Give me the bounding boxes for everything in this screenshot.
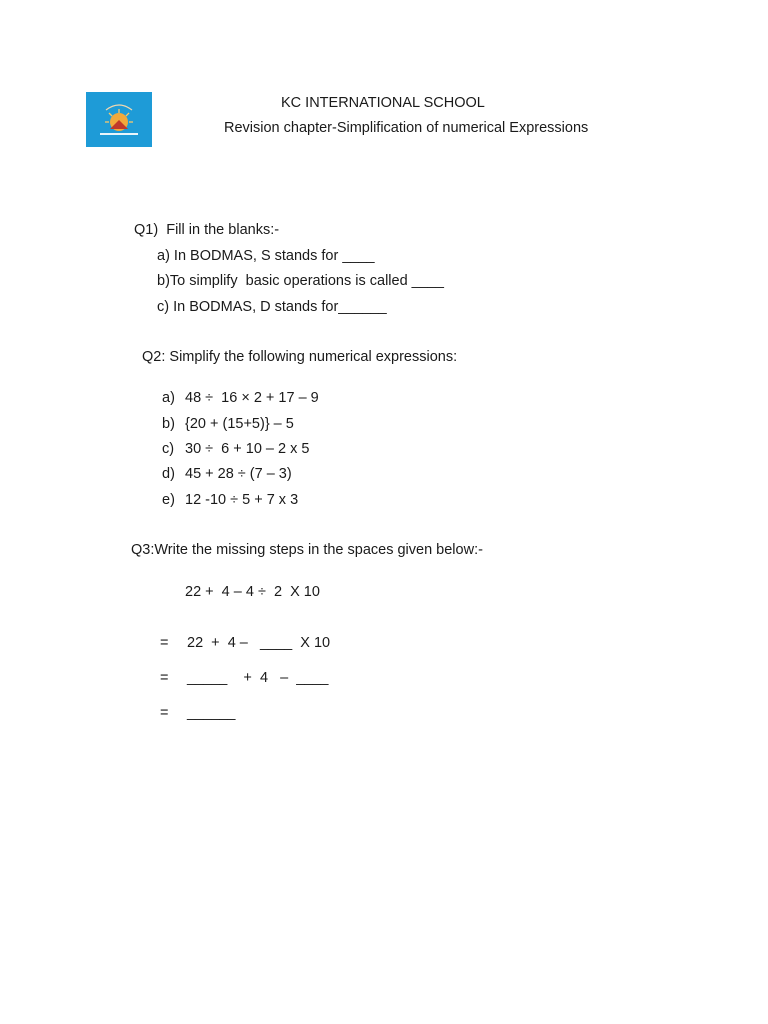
school-name: KC INTERNATIONAL SCHOOL <box>281 95 485 111</box>
q3-step-text: 22 + 4 – ____ X 10 <box>187 635 331 651</box>
equals-sign: = <box>160 635 169 651</box>
q1-title: Q1) Fill in the blanks:- <box>134 222 280 238</box>
q1-item-a: a) In BODMAS, S stands for ____ <box>157 248 375 264</box>
q2-item-label: a) <box>162 390 175 406</box>
school-emblem-icon <box>86 92 152 147</box>
q2-title: Q2: Simplify the following numerical expressions: <box>142 349 458 365</box>
q3-step-text: ______ <box>187 705 236 721</box>
q2-item-expression: {20 + (15+5)} – 5 <box>185 416 294 432</box>
q2-item-expression: 48 ÷ 16 × 2 + 17 – 9 <box>185 390 319 406</box>
q2-item-label: d) <box>162 466 175 482</box>
q2-item-expression: 12 -10 ÷ 5 + 7 x 3 <box>185 492 299 508</box>
equals-sign: = <box>160 670 169 686</box>
q1-item-c: c) In BODMAS, D stands for______ <box>157 299 387 315</box>
q3-step-text: _____ + 4 – ____ <box>187 670 329 686</box>
q1-item-b: b)To simplify basic operations is called ____ <box>157 273 444 289</box>
q2-item-label: b) <box>162 416 175 432</box>
q2-item-label: c) <box>162 441 175 457</box>
worksheet-subtitle: Revision chapter-Simplification of numerical Expressions <box>224 120 589 136</box>
q2-item-label: e) <box>162 492 175 508</box>
equals-sign: = <box>160 705 169 721</box>
q3-title: Q3:Write the missing steps in the spaces given below:- <box>131 542 483 558</box>
q2-item-expression: 30 ÷ 6 + 10 – 2 x 5 <box>185 441 310 457</box>
q2-item-expression: 45 + 28 ÷ (7 – 3) <box>185 466 292 482</box>
q3-expression: 22 + 4 – 4 ÷ 2 X 10 <box>185 584 320 600</box>
school-logo <box>86 92 152 147</box>
